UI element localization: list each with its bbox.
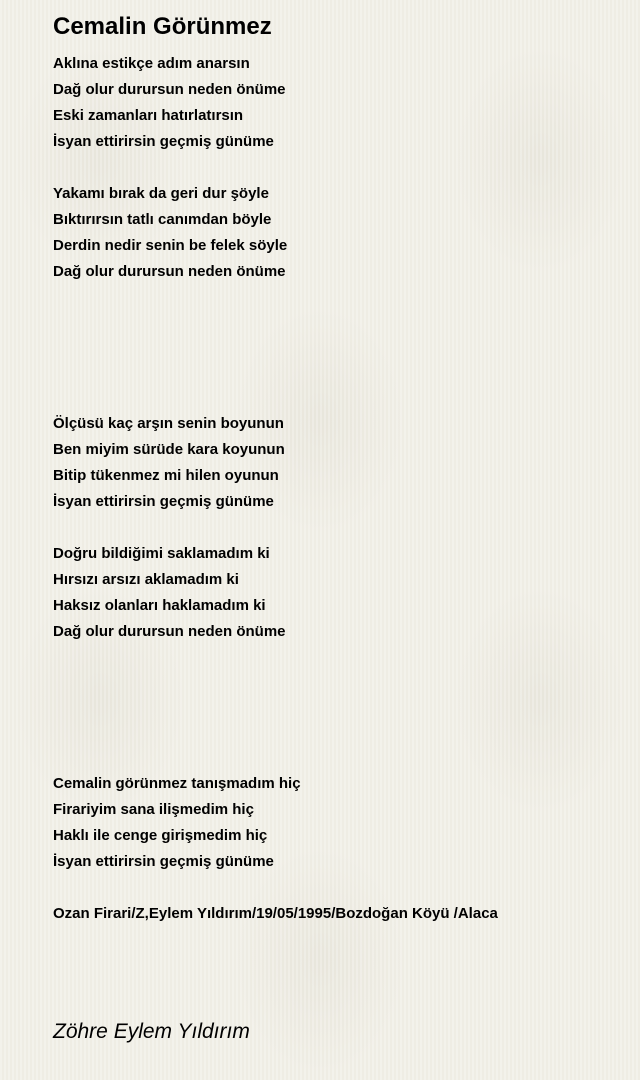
poem-line: Bitip tükenmez mi hilen oyunun xyxy=(53,467,279,484)
poem-line: Derdin nedir senin be felek söyle xyxy=(53,237,288,254)
poem-line: İsyan ettirirsin geçmiş günüme xyxy=(53,133,274,150)
poem-line: Ben miyim sürüde kara koyunun xyxy=(53,441,285,458)
stanza-gap xyxy=(53,875,613,901)
poem-line: Dağ olur durursun neden önüme xyxy=(53,81,286,98)
poem-line: Haklı ile cenge girişmedim hiç xyxy=(53,827,268,844)
stanza-4 xyxy=(53,541,613,645)
poem-line: Doğru bildiğimi saklamadım ki xyxy=(53,545,270,562)
stanza-gap xyxy=(53,155,613,181)
poem-line: Firariyim sana ilişmedim hiç xyxy=(53,801,254,818)
poem-line: Hırsızı arsızı aklamadım ki xyxy=(53,571,239,588)
stanza-gap xyxy=(53,645,613,771)
stanza-5 xyxy=(53,771,613,875)
stanza-gap xyxy=(53,285,613,411)
author-signature: Zöhre Eylem Yıldırım xyxy=(53,1020,250,1043)
poem-line: Bıktırırsın tatlı canımdan böyle xyxy=(53,211,272,228)
poem-line: İsyan ettirirsin geçmiş günüme xyxy=(53,493,274,510)
stanza-gap xyxy=(53,515,613,541)
stanza-1 xyxy=(53,51,613,155)
poem-line: Cemalin görünmez tanışmadım hiç xyxy=(53,775,301,792)
poem-line: İsyan ettirirsin geçmiş günüme xyxy=(53,853,274,870)
poem-line: Dağ olur durursun neden önüme xyxy=(53,263,286,280)
poem-line: Aklına estikçe adım anarsın xyxy=(53,55,250,72)
poem-title: Cemalin Görünmez xyxy=(53,13,272,40)
poem-body xyxy=(53,51,613,927)
stanza-2 xyxy=(53,181,613,285)
poem-line: Dağ olur durursun neden önüme xyxy=(53,623,286,640)
poem-line: Eski zamanları hatırlatırsın xyxy=(53,107,244,124)
poem-line: Ölçüsü kaç arşın senin boyunun xyxy=(53,415,284,432)
stanza-3 xyxy=(53,411,613,515)
poem-line: Yakamı bırak da geri dur şöyle xyxy=(53,185,269,202)
poem-note: Ozan Firari/Z,Eylem Yıldırım/19/05/1995/Bozdoğan Köyü /Alaca xyxy=(53,905,498,922)
poem-line: Haksız olanları haklamadım ki xyxy=(53,597,266,614)
